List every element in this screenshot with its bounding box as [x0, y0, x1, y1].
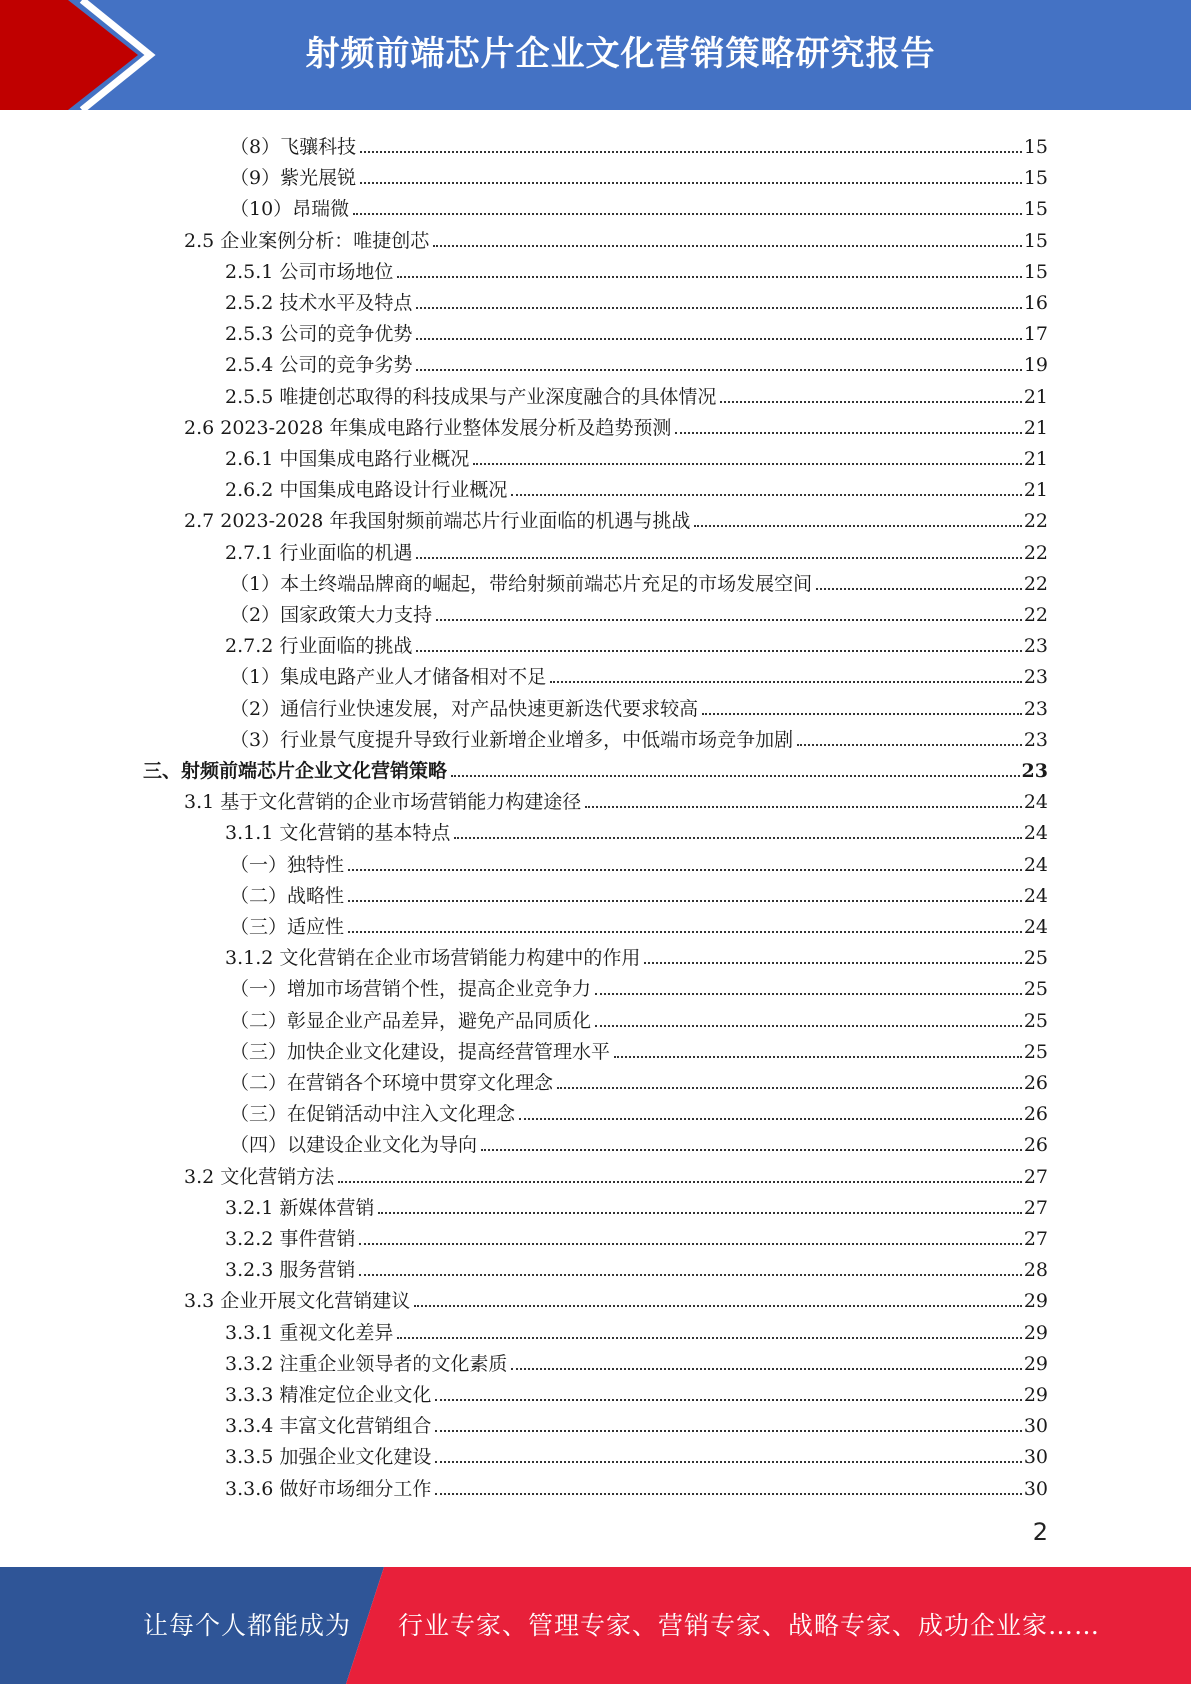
toc-entry-label: （三）加快企业文化建设，提高经营管理水平: [230, 1040, 611, 1063]
toc-entry-label: （一）独特性: [230, 853, 345, 876]
toc-entry[interactable]: [225, 440, 1048, 471]
toc-leader-dots: [436, 618, 1022, 621]
toc-entry-label: 2.7.2 行业面临的挑战: [225, 635, 413, 658]
toc-entry[interactable]: [225, 346, 1048, 377]
toc-entry-page: 26: [1023, 1072, 1048, 1094]
toc-entry[interactable]: [225, 534, 1048, 565]
toc-leader-dots: [614, 1055, 1022, 1058]
toc-entry-page: 21: [1023, 385, 1048, 408]
toc-entry-page: 19: [1023, 354, 1048, 377]
toc-entry-page: 29: [1023, 1352, 1048, 1375]
toc-leader-dots: [694, 524, 1021, 527]
toc-leader-dots: [348, 930, 1022, 933]
toc-entry[interactable]: [184, 1282, 1048, 1313]
toc-leader-dots: [397, 1336, 1021, 1339]
toc-entry-label: 2.5.3 公司的竞争优势: [225, 323, 413, 346]
toc-entry-label: （四）以建设企业文化为导向: [230, 1134, 478, 1157]
toc-entry-page: 21: [1023, 416, 1048, 439]
toc-entry[interactable]: [230, 190, 1048, 221]
toc-entry[interactable]: [230, 1064, 1048, 1095]
toc-entry[interactable]: [230, 565, 1048, 596]
page-header: [0, 0, 1191, 110]
toc-entry-page: 23: [1021, 760, 1048, 782]
toc-leader-dots: [348, 899, 1022, 902]
toc-entry-page: 22: [1023, 604, 1048, 626]
toc-entry-label: 2.5.4 公司的竞争劣势: [225, 354, 413, 377]
toc-entry-page: 23: [1023, 635, 1048, 658]
toc-entry[interactable]: [230, 877, 1048, 908]
toc-leader-dots: [338, 1180, 1022, 1183]
toc-entry-label: 3.3.5 加强企业文化建设: [225, 1446, 432, 1469]
toc-entry-label: （3）行业景气度提升导致行业新增企业增多，中低端市场竞争加剧: [230, 728, 794, 751]
toc-entry-page: 27: [1023, 1228, 1048, 1250]
toc-entry-page: 25: [1023, 1040, 1048, 1063]
toc-entry-page: 27: [1023, 1165, 1048, 1188]
toc-leader-dots: [702, 712, 1022, 715]
toc-entry[interactable]: [230, 970, 1048, 1001]
toc-leader-dots: [353, 212, 1022, 215]
toc-leader-dots: [414, 1304, 1022, 1307]
toc-entry[interactable]: [230, 1002, 1048, 1033]
toc-entry-label: 2.6.1 中国集成电路行业概况: [225, 448, 470, 470]
toc-entry-page: 24: [1023, 822, 1048, 845]
toc-entry[interactable]: [225, 814, 1048, 845]
toc-entry-label: （1）本土终端品牌商的崛起，带给射频前端芯片充足的市场发展空间: [230, 572, 813, 595]
toc-leader-dots: [435, 1429, 1021, 1432]
toc-entry-label: （8）飞骧科技: [230, 136, 357, 158]
toc-entry-page: 24: [1023, 884, 1048, 907]
toc-entry[interactable]: [225, 1438, 1048, 1469]
toc-entry[interactable]: [230, 1033, 1048, 1064]
toc-leader-dots: [595, 1024, 1022, 1027]
toc-entry-page: 15: [1023, 260, 1048, 283]
toc-entry-page: 22: [1023, 572, 1048, 595]
toc-entry-page: 22: [1023, 510, 1048, 533]
toc-entry[interactable]: [225, 378, 1048, 409]
toc-entry[interactable]: [230, 1095, 1048, 1126]
toc-leader-dots: [481, 1148, 1022, 1151]
toc-entry-page: 24: [1023, 853, 1048, 876]
toc-leader-dots: [397, 275, 1021, 278]
toc-entry-label: 3.2.3 服务营销: [225, 1259, 356, 1282]
toc-entry[interactable]: [143, 752, 1048, 783]
toc-entry-label: 2.5.5 唯捷创芯取得的科技成果与产业深度融合的具体情况: [225, 385, 717, 408]
toc-leader-dots: [454, 836, 1021, 839]
document-title: 射频前端芯片企业文化营销策略研究报告: [305, 34, 936, 74]
toc-leader-dots: [675, 431, 1021, 434]
toc-entry-label: 2.6.2 中国集成电路设计行业概况: [225, 479, 508, 502]
toc-entry-page: 25: [1023, 978, 1048, 1001]
toc-leader-dots: [416, 556, 1021, 559]
toc-entry-page: 21: [1023, 479, 1048, 502]
toc-entry-page: 15: [1023, 198, 1048, 221]
page-footer: [0, 1567, 1191, 1684]
toc-leader-dots: [519, 1117, 1022, 1120]
toc-entry[interactable]: [225, 1407, 1048, 1438]
toc-entry-page: 28: [1023, 1259, 1048, 1282]
toc-leader-dots: [557, 1086, 1022, 1089]
toc-entry-label: （二）彰显企业产品差异，避免产品同质化: [230, 1009, 592, 1032]
toc-entry[interactable]: [230, 596, 1048, 627]
toc-entry-page: 30: [1023, 1415, 1048, 1438]
toc-entry-label: 3.3.4 丰富文化营销组合: [225, 1415, 432, 1438]
toc-entry[interactable]: [184, 409, 1048, 440]
toc-entry[interactable]: [230, 159, 1048, 190]
toc-entry[interactable]: [184, 222, 1048, 253]
toc-entry-label: （二）在营销各个环境中贯穿文化理念: [230, 1072, 554, 1094]
toc-entry-page: 16: [1023, 292, 1048, 314]
toc-entry-page: 15: [1023, 229, 1048, 252]
toc-entry[interactable]: [184, 1158, 1048, 1189]
toc-leader-dots: [550, 680, 1022, 683]
toc-entry-label: 3.3.2 注重企业领导者的文化素质: [225, 1352, 508, 1375]
toc-entry-page: 25: [1023, 1009, 1048, 1032]
toc-leader-dots: [435, 1492, 1021, 1495]
toc-entry[interactable]: [230, 690, 1048, 721]
toc-entry[interactable]: [184, 502, 1048, 533]
toc-entry-page: 15: [1023, 136, 1048, 158]
toc-entry-label: （2）通信行业快速发展，对产品快速更新迭代要求较高: [230, 697, 699, 720]
toc-entry[interactable]: [225, 284, 1048, 315]
toc-entry-label: （1）集成电路产业人才储备相对不足: [230, 666, 547, 689]
toc-entry-label: 2.5.2 技术水平及特点: [225, 292, 413, 314]
toc-entry-page: 23: [1023, 728, 1048, 751]
toc-entry-label: 2.5 企业案例分析：唯捷创芯: [184, 229, 430, 252]
page-number: 2: [1032, 1518, 1048, 1546]
toc-entry-page: 29: [1023, 1384, 1048, 1406]
toc-entry-page: 26: [1023, 1134, 1048, 1157]
toc-leader-dots: [435, 1398, 1021, 1401]
toc-leader-dots: [416, 306, 1021, 309]
toc-entry-label: 2.6 2023-2028 年集成电路行业整体发展分析及趋势预测: [184, 416, 672, 439]
toc-entry-label: （2）国家政策大力支持: [230, 604, 433, 626]
toc-entry-label: （三）适应性: [230, 916, 345, 938]
toc-leader-dots: [416, 337, 1021, 340]
toc-entry[interactable]: [225, 1189, 1048, 1220]
toc-leader-dots: [378, 1211, 1021, 1214]
toc-leader-dots: [359, 1242, 1021, 1245]
toc-leader-dots: [585, 805, 1022, 808]
toc-entry-page: 22: [1023, 541, 1048, 564]
toc-entry-label: （9）紫光展锐: [230, 167, 357, 190]
toc-entry-page: 26: [1023, 1103, 1048, 1126]
footer-slogan: 让每个人都能成为: [143, 1611, 352, 1640]
toc-leader-dots: [433, 244, 1022, 247]
toc-entry-label: 2.7 2023-2028 年我国射频前端芯片行业面临的机遇与挑战: [184, 510, 691, 533]
toc-entry[interactable]: [225, 1314, 1048, 1345]
toc-entry-label: 2.5.1 公司市场地位: [225, 260, 394, 283]
toc-entry-page: 29: [1023, 1290, 1048, 1313]
toc-entry-page: 23: [1023, 666, 1048, 689]
toc-entry[interactable]: [225, 1251, 1048, 1282]
toc-entry-label: 3.1.1 文化营销的基本特点: [225, 822, 451, 845]
toc-entry-page: 15: [1023, 167, 1048, 190]
toc-leader-dots: [451, 774, 1020, 777]
toc-entry-page: 23: [1023, 697, 1048, 720]
toc-entry-label: 3.3.3 精准定位企业文化: [225, 1384, 432, 1406]
toc-entry-page: 29: [1023, 1321, 1048, 1344]
toc-entry[interactable]: [230, 846, 1048, 877]
toc-leader-dots: [435, 1460, 1021, 1463]
toc-entry-page: 24: [1023, 791, 1048, 814]
toc-entry-label: （三）在促销活动中注入文化理念: [230, 1103, 516, 1126]
toc-leader-dots: [644, 961, 1021, 964]
toc-entry-label: 3.2.2 事件营销: [225, 1228, 356, 1250]
toc-entry-page: 25: [1023, 947, 1048, 970]
toc-entry-label: 三、射频前端芯片企业文化营销策略: [143, 760, 448, 782]
toc-leader-dots: [416, 649, 1021, 652]
toc-entry[interactable]: [225, 939, 1048, 970]
toc-entry-label: 3.2.1 新媒体营销: [225, 1196, 375, 1219]
toc-entry[interactable]: [230, 128, 1048, 159]
toc-entry[interactable]: [230, 1126, 1048, 1157]
toc-entry[interactable]: [230, 908, 1048, 939]
toc-entry[interactable]: [225, 1376, 1048, 1407]
toc-leader-dots: [595, 992, 1022, 995]
toc-entry[interactable]: [225, 1345, 1048, 1376]
toc-leader-dots: [720, 400, 1021, 403]
toc-entry-label: 3.3 企业开展文化营销建议: [184, 1290, 411, 1313]
toc-entry[interactable]: [230, 658, 1048, 689]
toc-leader-dots: [416, 368, 1021, 371]
toc-entry[interactable]: [225, 253, 1048, 284]
toc-entry[interactable]: [225, 1220, 1048, 1251]
toc-entry[interactable]: [225, 627, 1048, 658]
toc-entry-page: 30: [1023, 1446, 1048, 1469]
toc-entry-label: （10）昂瑞微: [230, 198, 350, 221]
toc-entry-label: （二）战略性: [230, 884, 345, 907]
toc-leader-dots: [816, 587, 1022, 590]
toc-entry-label: 3.2 文化营销方法: [184, 1165, 335, 1188]
toc-leader-dots: [360, 150, 1022, 153]
toc-entry-label: 3.1 基于文化营销的企业市场营销能力构建途径: [184, 791, 582, 814]
toc-entry[interactable]: [225, 1470, 1048, 1501]
toc-entry[interactable]: [184, 783, 1048, 814]
toc-entry-label: 3.1.2 文化营销在企业市场营销能力构建中的作用: [225, 947, 641, 970]
toc-entry[interactable]: [225, 471, 1048, 502]
toc-leader-dots: [473, 462, 1021, 465]
toc-leader-dots: [360, 181, 1022, 184]
toc-entry-page: 30: [1023, 1477, 1048, 1500]
toc-entry-page: 21: [1023, 448, 1048, 470]
toc-entry-label: （一）增加市场营销个性，提高企业竞争力: [230, 978, 592, 1001]
toc-entry[interactable]: [225, 315, 1048, 346]
toc-leader-dots: [511, 1367, 1021, 1370]
toc-entry-label: 2.7.1 行业面临的机遇: [225, 541, 413, 564]
toc-leader-dots: [359, 1273, 1021, 1276]
red-arrow-icon: [0, 0, 160, 110]
toc-entry-page: 24: [1023, 916, 1048, 938]
toc-entry-page: 17: [1023, 323, 1048, 346]
toc-entry[interactable]: [230, 721, 1048, 752]
toc-leader-dots: [511, 493, 1021, 496]
footer-roles: 行业专家、管理专家、营销专家、战略专家、成功企业家……: [398, 1611, 1101, 1640]
toc-entry-label: 3.3.1 重视文化差异: [225, 1321, 394, 1344]
toc-leader-dots: [797, 743, 1022, 746]
toc-entry-label: 3.3.6 做好市场细分工作: [225, 1477, 432, 1500]
toc-entry-page: 27: [1023, 1196, 1048, 1219]
toc-leader-dots: [348, 868, 1022, 871]
